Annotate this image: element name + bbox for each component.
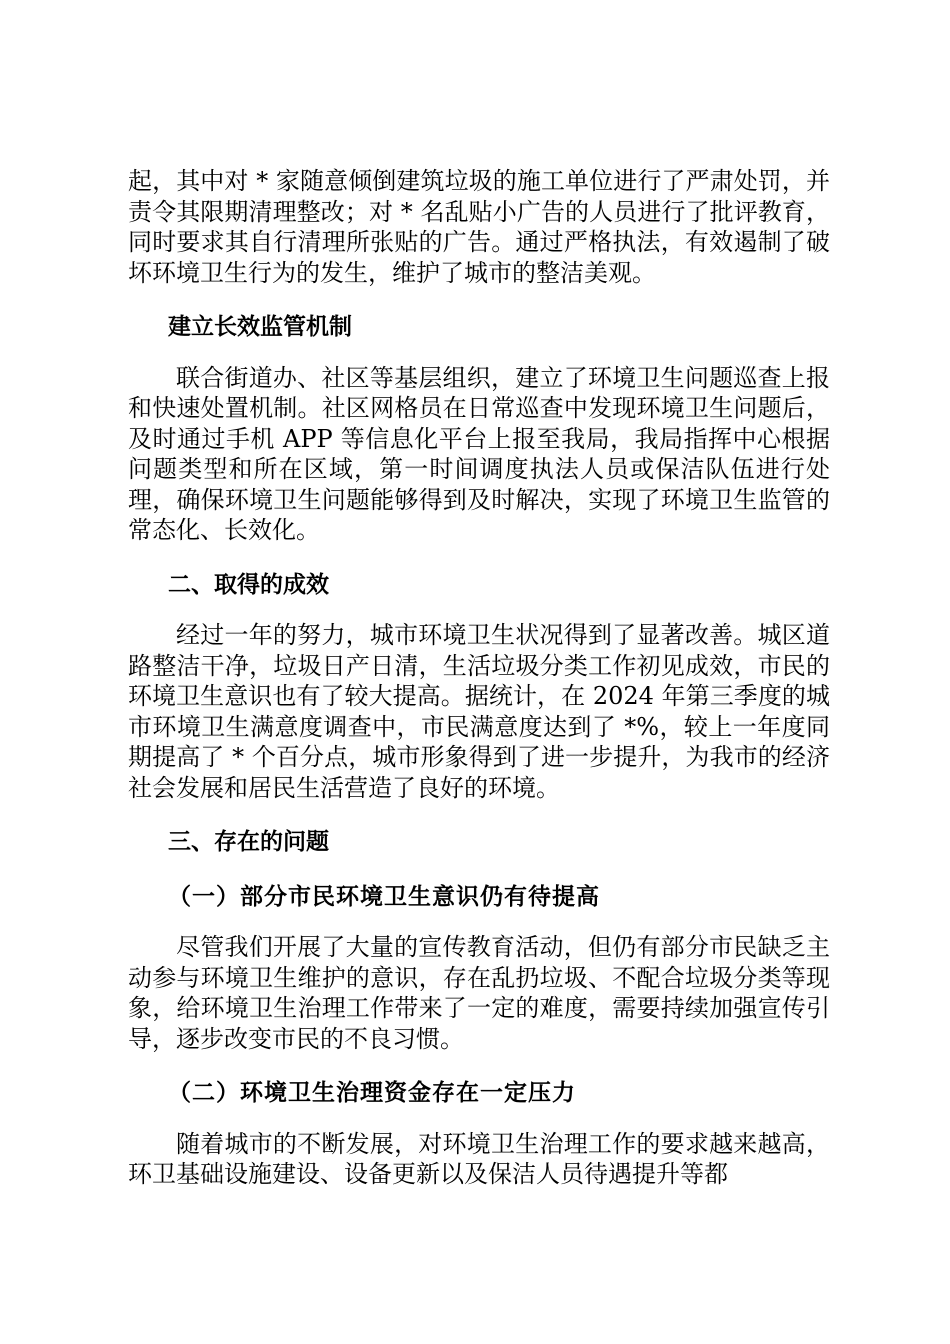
paragraph-enforcement-results: 起，其中对 * 家随意倾倒建筑垃圾的施工单位进行了严肃处罚，并责令其限期清理整改；对 * 名乱贴小广告的人员进行了批评教育，同时要求其自行清理所张贴的广告。通过严格执法，有效遏制了破坏环境卫生行为的发生，维护了城市的整洁美观。 (128, 167, 830, 287)
document-page (128, 166, 830, 1190)
paragraph-funding-pressure: 随着城市的不断发展，对环境卫生治理工作的要求越来越高，环卫基础设施建设、设备更新以及保洁人员待遇提升等都 (128, 1129, 830, 1188)
heading-existing-problems: 三、存在的问题 (168, 829, 329, 855)
heading-achievements: 二、取得的成效 (168, 571, 329, 598)
paragraph-supervision-mechanism: 联合街道办、社区等基层组织，建立了环境卫生问题巡查上报和快速处置机制。社区网格员在日常巡查中发现环境卫生问题后，及时通过手机 APP 等信息化平台上报至我局，我局指挥中心根据问题类型和所在区域，第一时间调度执法人员或保洁队伍进行处理，确保环境卫生问题能够得到及时解决，实现了环境卫生监管的常态化、长效化。 (128, 363, 830, 544)
paragraph-citizen-awareness: 尽管我们开展了大量的宣传教育活动，但仍有部分市民缺乏主动参与环境卫生维护的意识，存在乱扔垃圾、不配合垃圾分类等现象，给环境卫生治理工作带来了一定的难度，需要持续加强宣传引导，逐步改变市民的不良习惯。 (128, 933, 830, 1053)
heading-long-term-supervision: 建立长效监管机制 (168, 314, 352, 340)
subheading-funding-pressure: （二）环境卫生治理资金存在一定压力 (168, 1080, 576, 1106)
subheading-citizen-awareness: （一）部分市民环境卫生意识仍有待提高 (168, 883, 600, 910)
paragraph-achievements: 经过一年的努力，城市环境卫生状况得到了显著改善。城区道路整洁干净，垃圾日产日清，生活垃圾分类工作初见成效，市民的环境卫生意识也有了较大提高。据统计，在 2024 年第三季度的城市环境卫生满意度调查中，市民满意度达到了 *%，较上一年度同期提高了 * 个百分点，城市形象得到了进一步提升，为我市的经济社会发展和居民生活营造了良好的环境。 (128, 621, 830, 802)
